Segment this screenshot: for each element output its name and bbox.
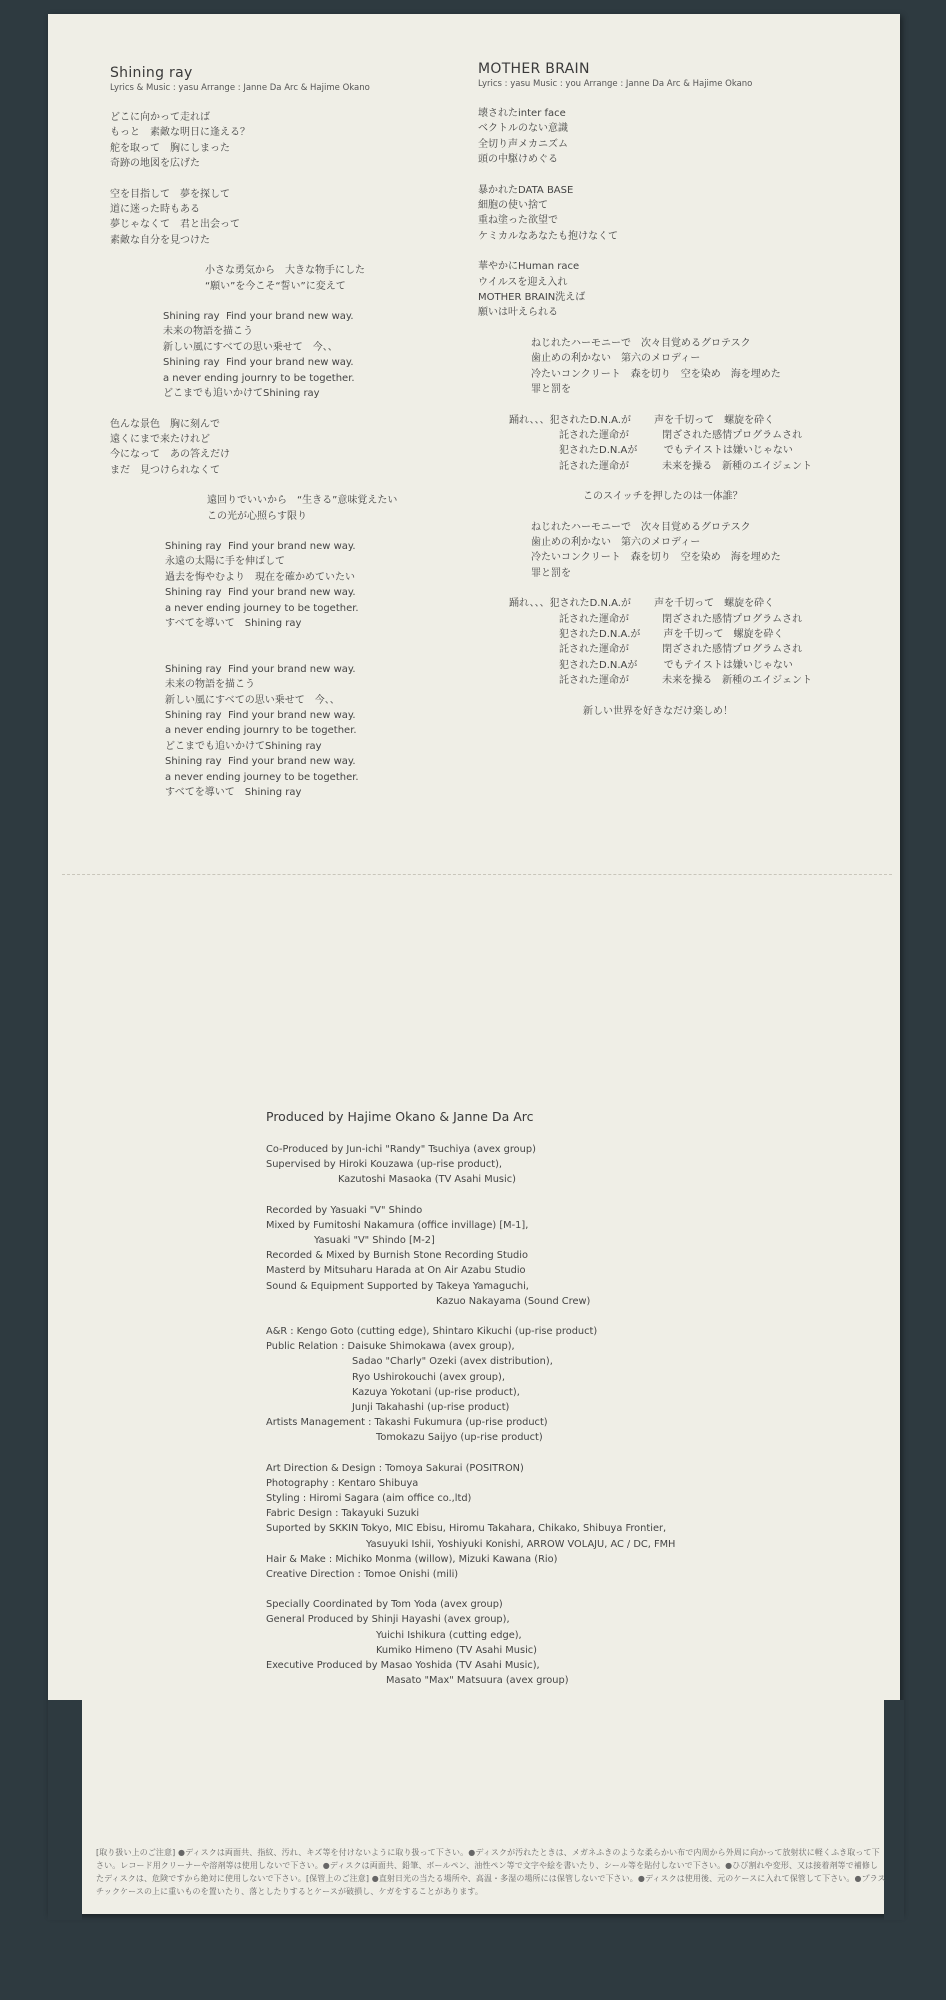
- credit-line: Co-Produced by Jun-ichi "Randy" Tsuchiya (avex group): [266, 1144, 536, 1155]
- credit-line: Public Relation : Daisuke Shimokawa (avex group),: [266, 1341, 515, 1353]
- song-shining-ray: [110, 64, 480, 815]
- credit-line: Yasuaki "V" Shindo [M-2]: [314, 1235, 435, 1247]
- credit-line: Masterd by Mitsuharu Harada at On Air Azabu Studio: [266, 1265, 526, 1277]
- credit-group: [266, 1597, 786, 1688]
- lyric-line: 壊されたinter face: [478, 108, 566, 119]
- lyric-line: 細胞の使い捨て: [478, 200, 548, 212]
- lyric-line: 色んな景色 胸に刻んで: [110, 418, 220, 430]
- lyric-line: Shining ray Find your brand new way.: [165, 663, 356, 675]
- credit-line: Yasuyuki Ishii, Yoshiyuki Konishi, ARROW VOLAJU, AC / DC, FMH: [366, 1538, 676, 1550]
- lyric-stanza: [478, 336, 878, 398]
- credit-line: Suported by SKKIN Tokyo, MIC Ebisu, Hiromu Takahara, Chikako, Shibuya Frontier,: [266, 1523, 667, 1535]
- lyric-line: このスイッチを押したのは一体誰？: [583, 491, 743, 503]
- credit-line: Recorded & Mixed by Burnish Stone Recording Studio: [266, 1250, 528, 1262]
- credit-line: Sound & Equipment Supported by Takeya Yamaguchi,: [266, 1280, 529, 1292]
- lyric-line: 小さな勇気から 大きな物手にした: [205, 265, 365, 277]
- lyric-stanza: [478, 413, 878, 475]
- lyric-line: a never ending journry to be together.: [165, 725, 357, 737]
- lyric-line: 願いは叶えられる: [478, 307, 558, 319]
- credit-line: Styling : Hiromi Sagara (aim office co.,ltd): [266, 1493, 472, 1505]
- produced-by: Produced by Hajime Okano & Janne Da Arc: [266, 1109, 534, 1124]
- lyric-line: すべてを導いて Shining ray: [165, 787, 302, 799]
- lyrics: [110, 110, 480, 800]
- production-credits: [266, 1108, 786, 1704]
- lyric-stanza: [478, 596, 878, 688]
- credit-group: [266, 1461, 786, 1583]
- lyric-line: 踊れ、、、犯されたD.N.A.が 声を千切って 螺旋を砕く: [509, 598, 775, 610]
- credit-line: A&R : Kengo Goto (cutting edge), Shintaro Kikuchi (up-rise product): [266, 1326, 598, 1338]
- lyric-stanza: [110, 646, 480, 800]
- lyric-line: 頭の中駆けめぐる: [478, 154, 558, 166]
- lyric-line: 全切り声メカニズム: [478, 138, 568, 150]
- credit-line: Supervised by Hiroki Kouzawa (up-rise product),: [266, 1159, 503, 1171]
- credit-line: Creative Direction : Tomoe Onishi (mili): [266, 1569, 459, 1581]
- lyric-stanza: [478, 183, 878, 245]
- lyric-line: Shining ray Find your brand new way.: [163, 311, 354, 323]
- lyric-line: 永遠の太陽に手を伸ばして: [165, 556, 285, 568]
- lyric-line: “願い”を今こそ“誓い”に変えて: [205, 280, 346, 292]
- lyric-line: 犯されたD.N.Aが でもテイストは嫌いじゃない: [509, 445, 793, 457]
- lyric-stanza: [110, 309, 480, 401]
- lyric-line: ベクトルのない意識: [478, 123, 568, 135]
- song-credit: Lyrics : yasu Music : you Arrange : Janne Da Arc & Hajime Okano: [478, 79, 753, 89]
- credit-line: Artists Management : Takashi Fukumura (up-rise product): [266, 1417, 548, 1429]
- lyric-line: 奇跡の地図を広げた: [110, 158, 200, 170]
- lyric-line: すべてを導いて Shining ray: [165, 617, 302, 629]
- credit-line: Kazutoshi Masaoka (TV Asahi Music): [338, 1174, 516, 1186]
- credit-line: Sadao "Charly" Ozeki (avex distribution),: [352, 1356, 553, 1368]
- lyric-line: 託された運命が 未来を操る 新種のエイジェント: [509, 460, 812, 472]
- lyric-line: 夢じゃなくて 君と出会って: [110, 219, 240, 231]
- lyric-line: 歯止めの利かない 第六のメロディー: [531, 536, 701, 548]
- lyric-line: この光が心照らす限り: [207, 510, 307, 522]
- lyric-line: 託された運命が 閉ざされた感情プログラムされ: [509, 613, 803, 625]
- credit-line: Ryo Ushirokouchi (avex group),: [352, 1371, 505, 1383]
- lyric-line: まだ 見つけられなくて: [110, 464, 220, 476]
- song-mother-brain: [478, 60, 878, 734]
- credit-line: Hair & Make : Michiko Monma (willow), Mizuki Kawana (Rio): [266, 1553, 558, 1565]
- tab-notch-right: [884, 1700, 904, 1920]
- lyric-line: 歯止めの利かない 第六のメロディー: [531, 353, 701, 365]
- song-credit: Lyrics & Music : yasu Arrange : Janne Da Arc & Hajime Okano: [110, 83, 370, 93]
- lyric-line: a never ending journey to be together.: [165, 602, 359, 614]
- lyric-line: 犯されたD.N.Aが でもテイストは嫌いじゃない: [509, 659, 793, 671]
- lyric-stanza: [110, 263, 480, 294]
- lyric-stanza: [478, 520, 878, 582]
- lyric-line: MOTHER BRAIN洗えば: [478, 292, 586, 304]
- lyric-line: ウイルスを迎え入れ: [478, 276, 568, 288]
- lyric-stanza: [478, 489, 878, 504]
- lyric-line: 新しい風にすべての思い乗せて 今、、: [163, 341, 338, 353]
- lyric-line: 罪と罰を: [531, 384, 571, 396]
- fold-line: [62, 874, 892, 875]
- lyric-line: a never ending journry to be together.: [163, 372, 355, 384]
- credit-line: Kazuo Nakayama (Sound Crew): [436, 1295, 591, 1307]
- lyric-stanza: [478, 106, 878, 168]
- lyric-line: どこに向かって走れば: [110, 112, 210, 123]
- song-title: Shining ray: [110, 65, 193, 81]
- credit-group: [266, 1142, 786, 1188]
- lyric-line: 道に迷った時もある: [110, 204, 200, 216]
- lyric-line: 素敵な自分を見つけた: [110, 234, 210, 246]
- handling-notice: [取り扱い上のご注意] ●ディスクは両面共、指紋、汚れ、キズ等を付けないように取り扱って下さい。●ディスクが汚れたときは、メガネふきのような柔らかい布で内周から外周に向かって放射状に軽くふき取って下さい。レコード用クリーナーや溶剤等は使用しないで下さい。●ディスクは両面共、鉛筆、ボールペン、油性ペン等で文字や絵を書いたり、シール等を貼付しないで下さい。●ひび割れや変形、又は接着剤等で補修したディスクは、危険ですから絶対に使用しないで下さい。[保管上のご注意] ●直射日光の当たる場所や、高温・多湿の場所には保管しないで下さい。●ディスクは使用後、元のケースに入れて保管して下さい。●プラスチックケースの上に重いものを置いたり、落としたりするとケースが破損し、ケガをすることがあります。: [96, 1848, 886, 1896]
- credit-line: Tomokazu Saijyo (up-rise product): [376, 1432, 543, 1444]
- lyric-line: 犯されたD.N.A.が 声を千切って 螺旋を砕く: [509, 628, 784, 640]
- credit-line: Kumiko Himeno (TV Asahi Music): [376, 1644, 537, 1656]
- lyric-stanza: [110, 417, 480, 479]
- credit-line: Masato "Max" Matsuura (avex group): [386, 1675, 569, 1687]
- credit-line: Art Direction & Design : Tomoya Sakurai (POSITRON): [266, 1462, 524, 1474]
- credit-groups: [266, 1142, 786, 1689]
- lyric-line: 未来の物語を描こう: [165, 679, 255, 691]
- lyric-line: 重ね塗った欲望で: [478, 215, 558, 227]
- lyrics: [478, 106, 878, 719]
- lyric-line: もっと 素敵な明日に逢える？: [110, 127, 250, 139]
- lyric-stanza: [478, 259, 878, 321]
- lyric-line: ねじれたハーモニーで 次々目覚めるグロテスク: [531, 337, 751, 349]
- credit-line: Fabric Design : Takayuki Suzuki: [266, 1508, 420, 1520]
- credit-group: [266, 1203, 786, 1309]
- lyric-line: どこまでも追いかけてShining ray: [165, 740, 322, 752]
- credit-line: Specially Coordinated by Tom Yoda (avex group): [266, 1599, 503, 1611]
- credit-group: [266, 1324, 786, 1446]
- lyric-line: Shining ray Find your brand new way.: [165, 587, 356, 599]
- lyric-line: 冷たいコンクリート 森を切り 空を染め 海を埋めた: [531, 368, 781, 380]
- lyric-stanza: [478, 704, 878, 719]
- lyric-stanza: [110, 110, 480, 172]
- lyric-line: 遠回りでいいから “生きる”意味覚えたい: [207, 495, 398, 507]
- lyric-line: 冷たいコンクリート 森を切り 空を染め 海を埋めた: [531, 552, 781, 564]
- lyric-line: 踊れ、、、犯されたD.N.A.が 声を千切って 螺旋を砕く: [509, 414, 775, 426]
- credit-line: Junji Takahashi (up-rise product): [352, 1402, 510, 1414]
- lyric-line: 新しい世界を好きなだけ楽しめ！: [583, 705, 733, 717]
- lyric-line: 過去を悔やむより 現在を確かめていたい: [165, 571, 355, 583]
- credit-line: Photography : Kentaro Shibuya: [266, 1477, 419, 1489]
- song-title: MOTHER BRAIN: [478, 61, 590, 77]
- lyric-line: 舵を取って 胸にしまった: [110, 142, 230, 154]
- lyric-line: 華やかにHuman race: [478, 261, 580, 273]
- lyric-line: ケミカルなあなたも抱けなくて: [478, 230, 618, 242]
- lyric-line: 今になって あの答えだけ: [110, 449, 230, 461]
- credit-line: Yuichi Ishikura (cutting edge),: [376, 1629, 522, 1641]
- tab-notch-left: [48, 1700, 82, 1920]
- credit-line: General Produced by Shinji Hayashi (avex group),: [266, 1614, 510, 1626]
- lyric-line: 託された運命が 未来を操る 新種のエイジェント: [509, 675, 812, 687]
- lyric-line: 暴かれたDATA BASE: [478, 184, 574, 196]
- lyric-line: 遠くにまで来たけれど: [110, 433, 210, 445]
- lyric-line: Shining ray Find your brand new way.: [165, 540, 356, 552]
- lyric-line: Shining ray Find your brand new way.: [163, 357, 354, 369]
- credit-line: Executive Produced by Masao Yoshida (TV Asahi Music),: [266, 1660, 540, 1672]
- lyric-line: 託された運命が 閉ざされた感情プログラムされ: [509, 429, 803, 441]
- lyric-line: Shining ray Find your brand new way.: [165, 710, 356, 721]
- credit-line: Mixed by Fumitoshi Nakamura (office invillage) [M-1],: [266, 1219, 529, 1231]
- lyric-line: a never ending journey to be together.: [165, 771, 359, 783]
- lyric-line: どこまでも追いかけてShining ray: [163, 388, 320, 400]
- lyric-line: ねじれたハーモニーで 次々目覚めるグロテスク: [531, 521, 751, 533]
- lyric-line: 罪と罰を: [531, 567, 571, 579]
- lyric-line: 未来の物語を描こう: [163, 326, 253, 338]
- lyric-line: Shining ray Find your brand new way.: [165, 756, 356, 768]
- lyric-line: 託された運命が 閉ざされた感情プログラムされ: [509, 644, 803, 656]
- lyric-line: 空を目指して 夢を探して: [110, 188, 230, 200]
- lyric-stanza: [110, 493, 480, 524]
- lyric-line: [165, 646, 480, 661]
- credit-line: Recorded by Yasuaki "V" Shindo: [266, 1204, 423, 1216]
- lyric-stanza: [110, 539, 480, 631]
- lyric-stanza: [110, 187, 480, 249]
- credit-line: Kazuya Yokotani (up-rise product),: [352, 1386, 520, 1398]
- lyric-line: 新しい風にすべての思い乗せて 今、、: [165, 694, 340, 706]
